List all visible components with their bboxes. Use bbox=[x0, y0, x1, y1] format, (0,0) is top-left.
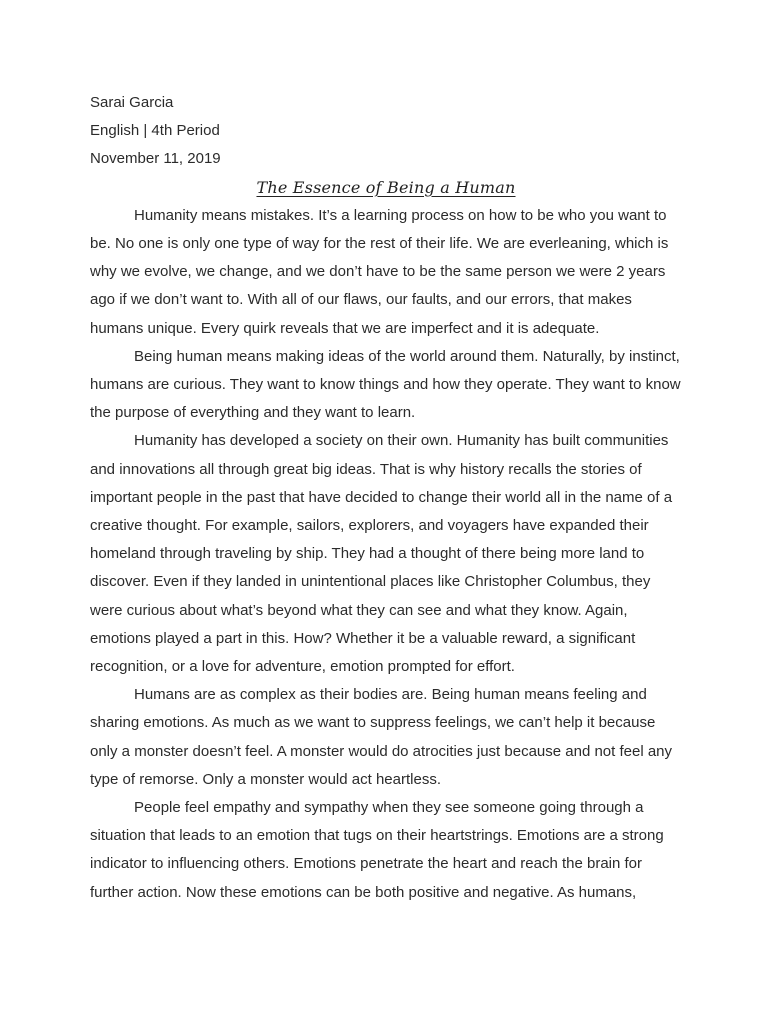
document-body bbox=[90, 89, 682, 907]
essay-title: The Essence of Being a Human bbox=[256, 177, 516, 197]
paragraph-1: Humanity means mistakes. It’s a learning process on how to be who you want to be. No one is only one type of way for the rest of their life. We are everleaning, which is why we evolve, we change, and we don’t have to be the same person we were 2 years ago if we don’t want to. With all of our flaws, our faults, and our errors, that makes humans unique. Every quirk reveals that we are imperfect and it is adequate. bbox=[90, 206, 669, 337]
paragraph-5: People feel empathy and sympathy when they see someone going through a situation that leads to an emotion that tugs on their heartstrings. Emotions are a strong indicator to influencing others. Emotions penetrate the heart and reach the brain for further action. Now these emotions can be both positive and negative. As humans, bbox=[90, 799, 664, 901]
paragraph-3: Humanity has developed a society on their own. Humanity has built communities and innovations all through great big ideas. That is why history recalls the stories of important people in the past that have decided to change their world all in the name of a creative thought. For example, sailors, explorers, and voyagers have expanded their homeland through traveling by ship. They had a thought of there being more land to discover. Even if they landed in unintentional places like Christopher Columbus, they were curious about what’s beyond what they can see and what they know. Again, emotions played a part in this. How? Whether it be a valuable reward, a significant recognition, or a love for adventure, emotion prompted for effort. bbox=[90, 432, 673, 676]
paragraph-4: Humans are as complex as their bodies are. Being human means feeling and sharing emotions. As much as we want to suppress feelings, we can’t help it because only a monster doesn’t feel. A monster would do atrocities just because and not feel any type of remorse. Only a monster would act heartless. bbox=[90, 686, 673, 788]
paragraph-2: Being human means making ideas of the world around them. Naturally, by instinct, humans are curious. They want to know things and how they operate. They want to know the purpose of everything and they want to learn. bbox=[90, 347, 681, 422]
author-name: Sarai Garcia bbox=[90, 94, 174, 111]
essay-date: November 11, 2019 bbox=[90, 150, 221, 168]
course-period: English | 4th Period bbox=[90, 122, 220, 140]
